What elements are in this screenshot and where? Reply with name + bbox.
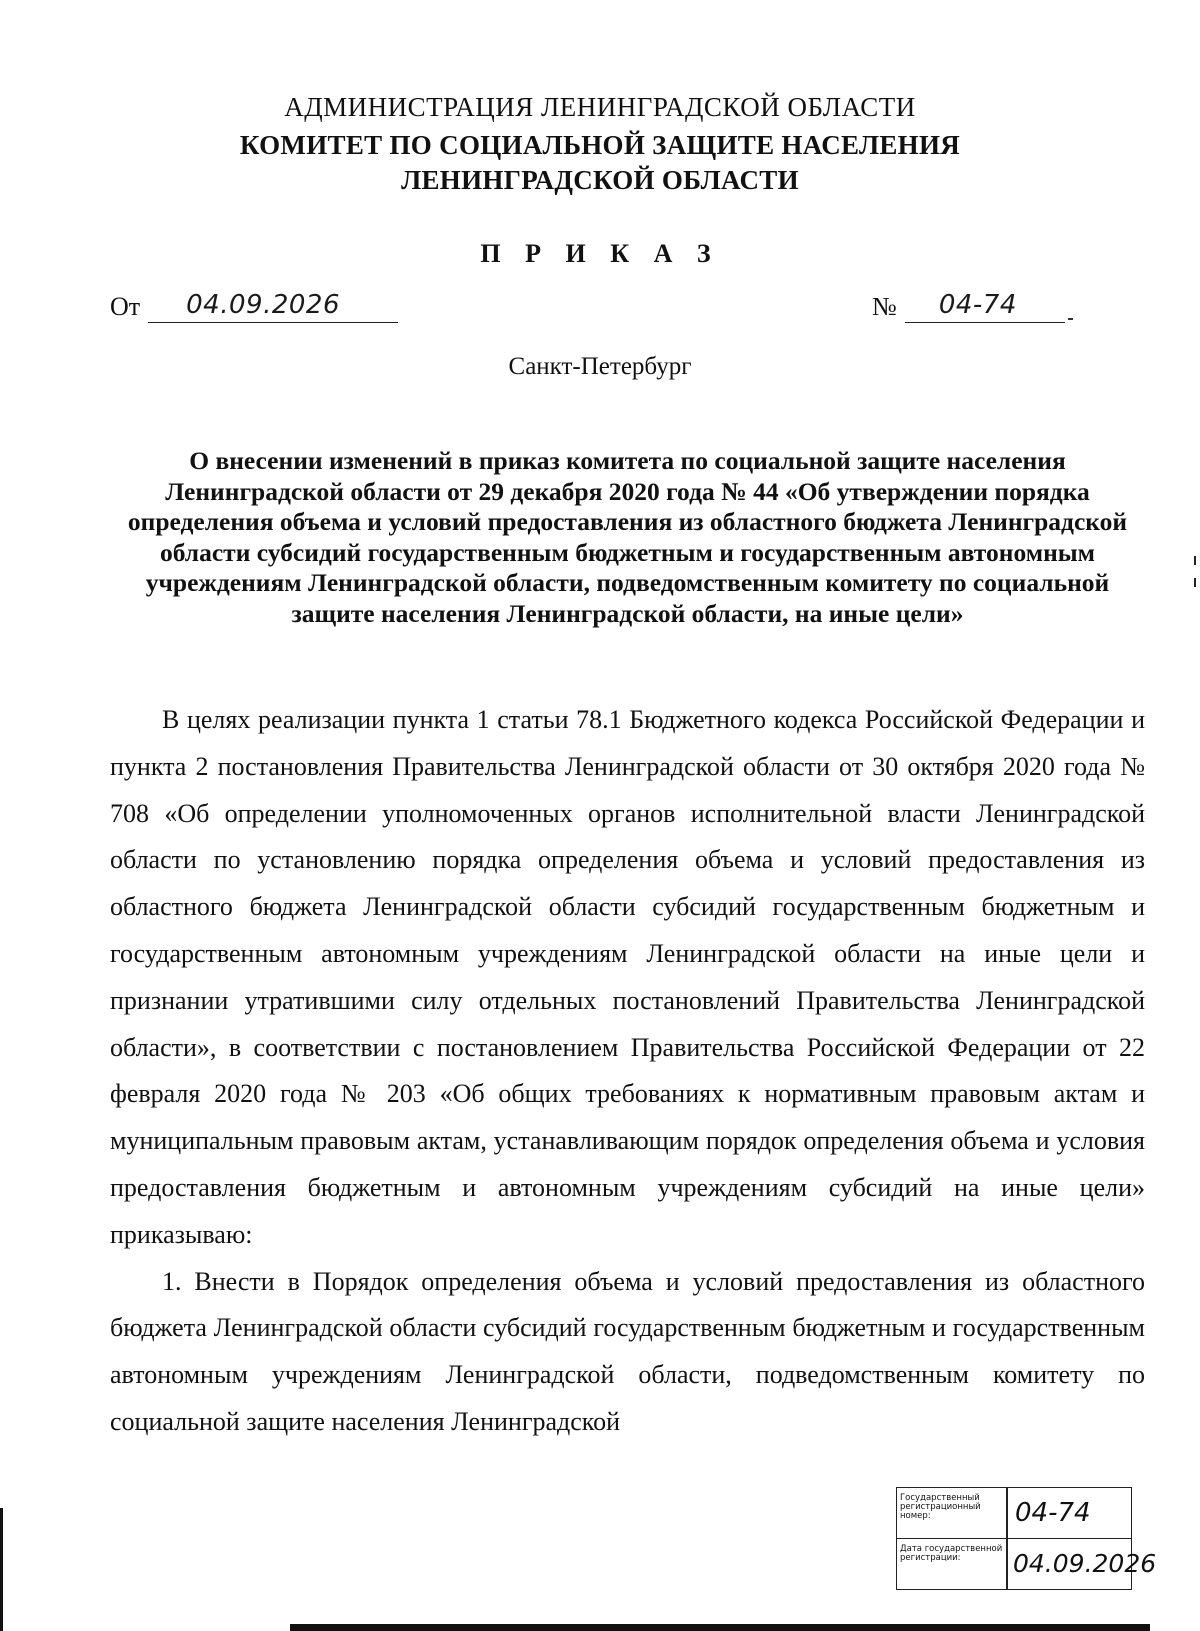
number-row: [872, 292, 1065, 323]
document-title: О внесении изменений в приказ комитета по социальной защите населения Ленинградской области от 29 декабря 2020 года № 44 «Об утверждении порядка определения объема и условий предоставления из областного бюджета Ленинградской области субсидий государственным бюджетным и государственным автономным учреждениям Ленинградской области, подведомственным комитету по социальной защите населения Ленинградской области, на иные цели»: [127, 446, 1128, 628]
registration-number-value: 04-74: [1015, 1498, 1091, 1528]
registration-date-value: 04.09.2026: [1013, 1549, 1157, 1578]
paragraph-item-1: 1. Внести в Порядок определения объема и условий предоставления из областного бюджета Ленинградской области субсидий государственным бюджетным и государственным автономным учреждениям Ленинградской области, подведомственным комитету по социальной защите населения Ленинградской: [110, 1266, 1145, 1436]
date-label: От: [110, 292, 141, 321]
number-label: №: [872, 292, 897, 321]
registration-stamp: [896, 1487, 1157, 1590]
stamp-divider: [1006, 1539, 1008, 1589]
registration-number-row: [897, 1488, 1131, 1539]
date-row: [110, 292, 398, 323]
date-field: [148, 292, 398, 323]
date-handwritten: 04.09.2026: [186, 290, 341, 320]
paragraph-preamble: В целях реализации пункта 1 статьи 78.1 Бюджетного кодекса Российской Федерации и пункта 2 постановления Правительства Ленинградской области от 30 октября 2020 года № 708 «Об определении уполномоченных органов исполнительной власти Ленинградской области по установлению порядка определения объема и условий предоставления из областного бюджета Ленинградской области субсидий государственным бюджетным и государственным автономным учреждениям Ленинградской области на иные цели и признании утратившими силу отдельных постановлений Правительства Ленинградской области», в соответствии с постановлением Правительства Российской Федерации от 22 февраля 2020 года № 203 «Об общих требованиях к нормативным правовым актам и муниципальным правовым актам, устанавливающим порядок определения объема и условия предоставления бюджетным и автономным учреждениям субсидий на иные цели» приказываю:: [110, 705, 1145, 1249]
header-committee: КОМИТЕТ ПО СОЦИАЛЬНОЙ ЗАЩИТЕ НАСЕЛЕНИЯ: [239, 130, 961, 160]
document-type: П Р И К А З: [480, 239, 720, 268]
registration-date-label: Дата государственной регистрации:: [900, 1544, 1003, 1563]
scan-edge-mark: [0, 1508, 3, 1631]
scan-bottom-edge: [290, 1624, 1150, 1631]
header-region: ЛЕНИНГРАДСКОЙ ОБЛАСТИ: [401, 165, 799, 195]
registration-number-label: Государственный регистрационный номер:: [900, 1493, 981, 1521]
registration-date-row: [897, 1539, 1157, 1589]
city: Санкт-Петербург: [508, 353, 692, 380]
scan-margin-mark: [1194, 578, 1196, 587]
stamp-divider: [1006, 1488, 1008, 1538]
header-administration: АДМИНИСТРАЦИЯ ЛЕНИНГРАДСКОЙ ОБЛАСТИ: [284, 92, 916, 122]
scan-speck: [1068, 318, 1073, 320]
number-handwritten: 04-74: [938, 290, 1017, 320]
number-field: [905, 292, 1065, 323]
document-body: [110, 697, 1145, 1446]
scan-margin-mark: [1194, 556, 1196, 565]
